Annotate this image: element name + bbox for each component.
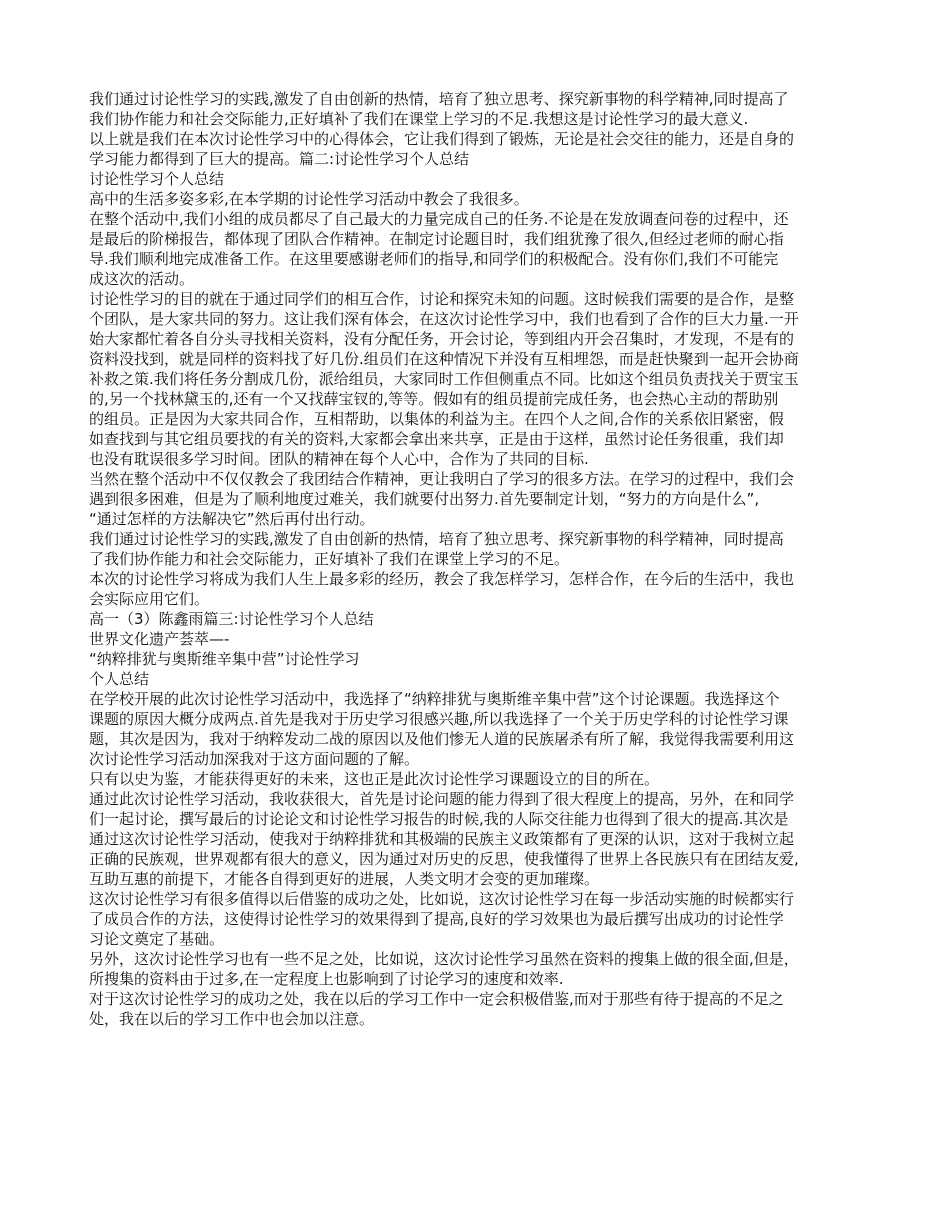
text-line: 题，其次是因为，我对于纳粹发动二战的原因以及他们惨无人道的民族屠杀有所了解，我觉得我需要利用这 <box>89 730 795 748</box>
text-line: 个人总结 <box>89 670 150 688</box>
text-line: 讨论性学习的目的就在于通过同学们的相互合作，讨论和探究未知的问题。这时候我们需要的是合作，是整 <box>89 290 795 308</box>
text-line: 互助互惠的前提下，才能各自得到更好的进展，人类文明才会变的更加璀璨。 <box>89 870 600 888</box>
text-line: 高中的生活多姿多彩,在本学期的讨论性学习活动中教会了我很多。 <box>89 190 529 208</box>
text-line: 在整个活动中,我们小组的成员都尽了自己最大的力量完成自己的任务.不论是在发放调查问卷的过程中，还 <box>89 210 789 228</box>
paragraph <box>89 189 861 209</box>
document-body <box>89 89 861 1029</box>
paragraph <box>89 289 861 469</box>
text-line: 本次的讨论性学习将成为我们人生上最多彩的经历，教会了我怎样学习，怎样合作，在今后的生活中，我也 <box>89 570 795 588</box>
paragraph <box>89 209 861 289</box>
text-line: 讨论性学习个人总结 <box>89 170 225 188</box>
text-line: 通过此次讨论性学习活动，我收获很大，首先是讨论问题的能力得到了很大程度上的提高，另外，在和同学 <box>89 790 795 808</box>
text-line: 是最后的阶梯报告，都体现了团队合作精神。在制定讨论题目时，我们组犹豫了很久,但经过老师的耐心指 <box>89 230 784 248</box>
text-line: 导.我们顺利地完成准备工作。在这里要感谢老师们的指导,和同学们的积极配合。没有你们,我们不可能完 <box>89 250 779 268</box>
text-line: 正确的民族观，世界观都有很大的意义，因为通过对历史的反思，使我懂得了世界上各民族只有在团结友爱, <box>89 850 799 868</box>
paragraph <box>89 669 861 689</box>
paragraph <box>89 949 861 989</box>
text-line: 个团队，是大家共同的努力。这让我们深有体会，在这次讨论性学习中，我们也看到了合作的巨大力量.一开 <box>89 310 799 328</box>
paragraph <box>89 769 861 789</box>
text-line: 我们通过讨论性学习的实践,激发了自由创新的热情，培育了独立思考、探究新事物的科学精神,同时提高了 <box>89 90 789 108</box>
text-line: 高一（3）陈鑫雨篇三:讨论性学习个人总结 <box>89 610 374 628</box>
text-line: “通过怎样的方法解决它”然后再付出行动。 <box>89 510 375 528</box>
text-line: 我们通过讨论性学习的实践,激发了自由创新的热情，培育了独立思考、探究新事物的科学精神，同时提高 <box>89 530 784 548</box>
text-line: 的组员。正是因为大家共同合作，互相帮助，以集体的利益为主。在四个人之间,合作的关系依旧紧密，假 <box>89 410 784 428</box>
text-line: 如查找到与其它组员要找的有关的资料,大家都会拿出来共享，正是由于这样，虽然讨论任务很重，我们却 <box>89 430 784 448</box>
text-line: 这次讨论性学习有很多值得以后借鉴的成功之处，比如说，这次讨论性学习在每一步活动实施的时候都实行 <box>89 890 795 908</box>
text-line: 对于这次讨论性学习的成功之处，我在以后的学习工作中一定会积极借鉴,而对于那些有待于提高的不足之 <box>89 990 784 1008</box>
paragraph <box>89 629 861 649</box>
text-line: 在学校开展的此次讨论性学习活动中，我选择了“纳粹排犹与奥斯维辛集中营”这个讨论课题。我选择这个 <box>89 690 780 708</box>
paragraph <box>89 129 861 169</box>
text-line: 我们协作能力和社会交际能力,正好填补了我们在课堂上学习的不足.我想这是讨论性学习的最大意义. <box>89 110 749 128</box>
text-line: 也没有耽误很多学习时间。团队的精神在每个人心中，合作为了共同的目标. <box>89 450 589 468</box>
paragraph <box>89 469 861 529</box>
paragraph <box>89 649 861 669</box>
text-line: “纳粹排犹与奥斯维辛集中营”讨论性学习 <box>89 650 360 668</box>
text-line: 只有以史为鉴，才能获得更好的未来，这也正是此次讨论性学习课题设立的目的所在。 <box>89 770 660 788</box>
text-line: 次讨论性学习活动加深我对于这方面问题的了解。 <box>89 750 420 768</box>
paragraph <box>89 569 861 609</box>
text-line: 课题的原因大概分成两点.首先是我对于历史学习很感兴趣,所以我选择了一个关于历史学科的讨论性学习课 <box>89 710 789 728</box>
paragraph <box>89 609 861 629</box>
text-line: 学习能力都得到了巨大的提高。篇二:讨论性学习个人总结 <box>89 150 470 168</box>
text-line: 处，我在以后的学习工作中也会加以注意。 <box>89 1010 375 1028</box>
paragraph <box>89 89 861 129</box>
text-line: 遇到很多困难，但是为了顺利地度过难关，我们就要付出努力.首先要制定计划，“努力的方向是什么”, <box>89 490 760 508</box>
text-line: 的,另一个找林黛玉的,还有一个又找薛宝钗的,等等。假如有的组员提前完成任务，也会热心主动的帮助别 <box>89 390 779 408</box>
text-line: 成这次的活动。 <box>89 270 195 288</box>
text-line: 始大家都忙着各自分头寻找相关资料，没有分配任务，开会讨论，等到组内开会召集时，才发现，不是有的 <box>89 330 795 348</box>
paragraph <box>89 989 861 1029</box>
text-line: 习论文奠定了基础。 <box>89 930 225 948</box>
text-line: 所搜集的资料由于过多,在一定程度上也影响到了讨论学习的速度和效率. <box>89 970 564 988</box>
text-line: 当然在整个活动中不仅仅教会了我团结合作精神，更让我明白了学习的很多方法。在学习的过程中，我们会 <box>89 470 795 488</box>
paragraph <box>89 889 861 949</box>
text-line: 们一起讨论，撰写最后的讨论论文和讨论性学习报告的时候,我的人际交往能力也得到了很大的提高.其次是 <box>89 810 789 828</box>
text-line: 会实际应用它们。 <box>89 590 210 608</box>
text-line: 资料没找到，就是同样的资料找了好几份.组员们在这种情况下并没有互相埋怨，而是赶快聚到一起开会协商 <box>89 350 799 368</box>
text-line: 补救之策.我们将任务分割成几份，派给组员，大家同时工作但侧重点不同。比如这个组员负责找关于贾宝玉 <box>89 370 799 388</box>
text-line: 以上就是我们在本次讨论性学习中的心得体会，它让我们得到了锻炼，无论是社会交往的能力，还是自身的 <box>89 130 795 148</box>
paragraph <box>89 689 861 769</box>
text-line: 了我们协作能力和社会交际能力，正好填补了我们在课堂上学习的不足。 <box>89 550 570 568</box>
text-line: 了成员合作的方法，这使得讨论性学习的效果得到了提高,良好的学习效果也为最后撰写出成功的讨论性学 <box>89 910 784 928</box>
paragraph <box>89 789 861 889</box>
paragraph <box>89 169 861 189</box>
paragraph <box>89 529 861 569</box>
text-line: 世界文化遗产荟萃—- <box>89 630 230 648</box>
text-line: 通过这次讨论性学习活动，使我对于纳粹排犹和其极端的民族主义政策都有了更深的认识，这对于我树立起 <box>89 830 795 848</box>
text-line: 另外，这次讨论性学习也有一些不足之处，比如说，这次讨论性学习虽然在资料的搜集上做的很全面,但是， <box>89 950 799 968</box>
